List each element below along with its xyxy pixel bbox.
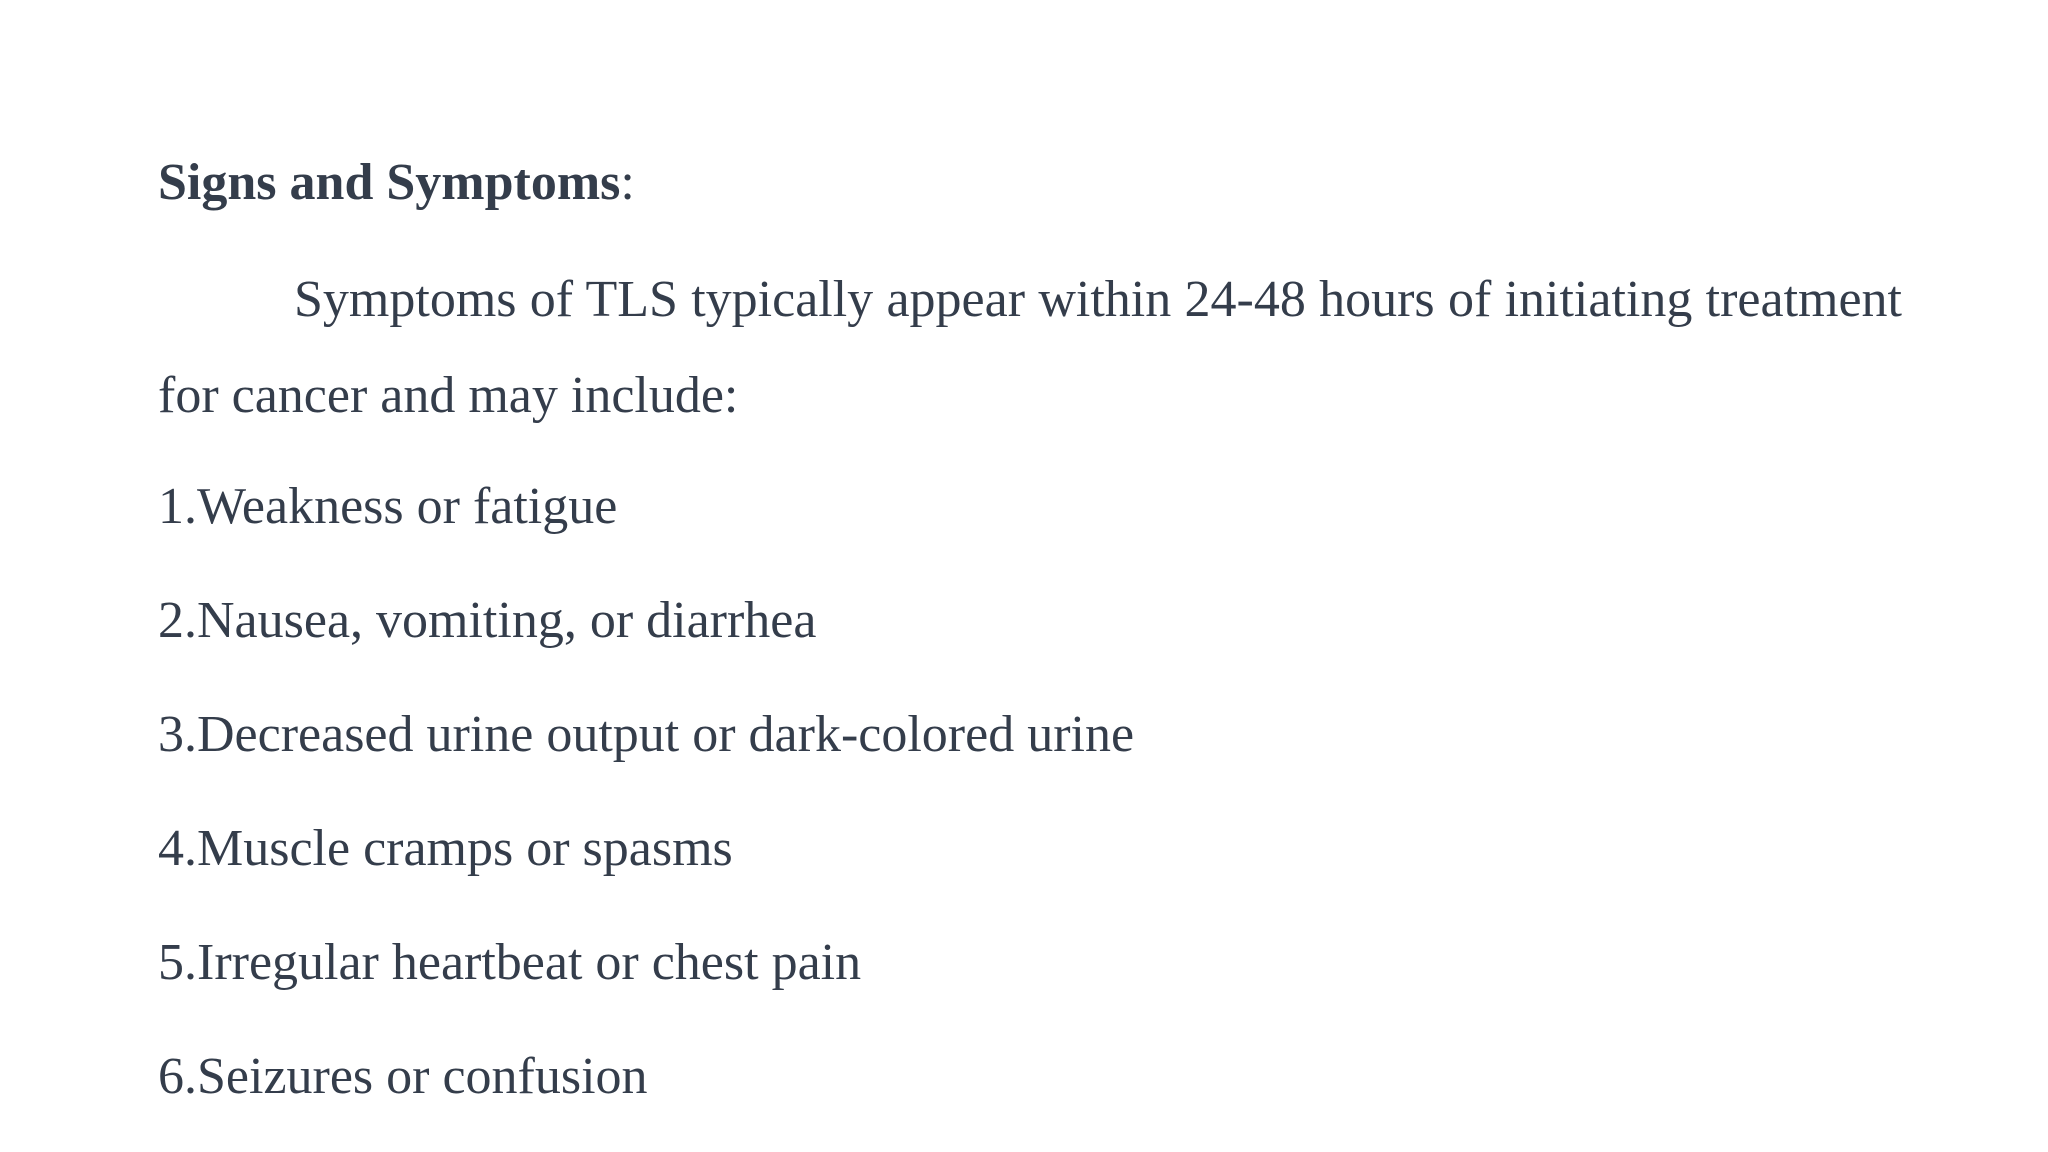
list-item: 1.Weakness or fatigue (158, 478, 618, 535)
symptom-list (158, 462, 1902, 1146)
list-item: 3.Decreased urine output or dark-colored urine (158, 706, 1135, 763)
section-heading (158, 138, 1902, 228)
list-item: 5.Irregular heartbeat or chest pain (158, 934, 862, 991)
document-content (158, 138, 1902, 1146)
section-heading-title: Signs and Symptoms (158, 154, 621, 211)
list-item: 2.Nausea, vomiting, or diarrhea (158, 592, 817, 649)
list-item: 6.Seizures or confusion (158, 1048, 648, 1105)
intro-paragraph: Symptoms of TLS typically appear within 24-48 hours of initiating treatment for cancer and may include: (158, 271, 1902, 424)
list-item: 4.Muscle cramps or spasms (158, 820, 733, 877)
section-heading-colon: : (620, 154, 635, 211)
